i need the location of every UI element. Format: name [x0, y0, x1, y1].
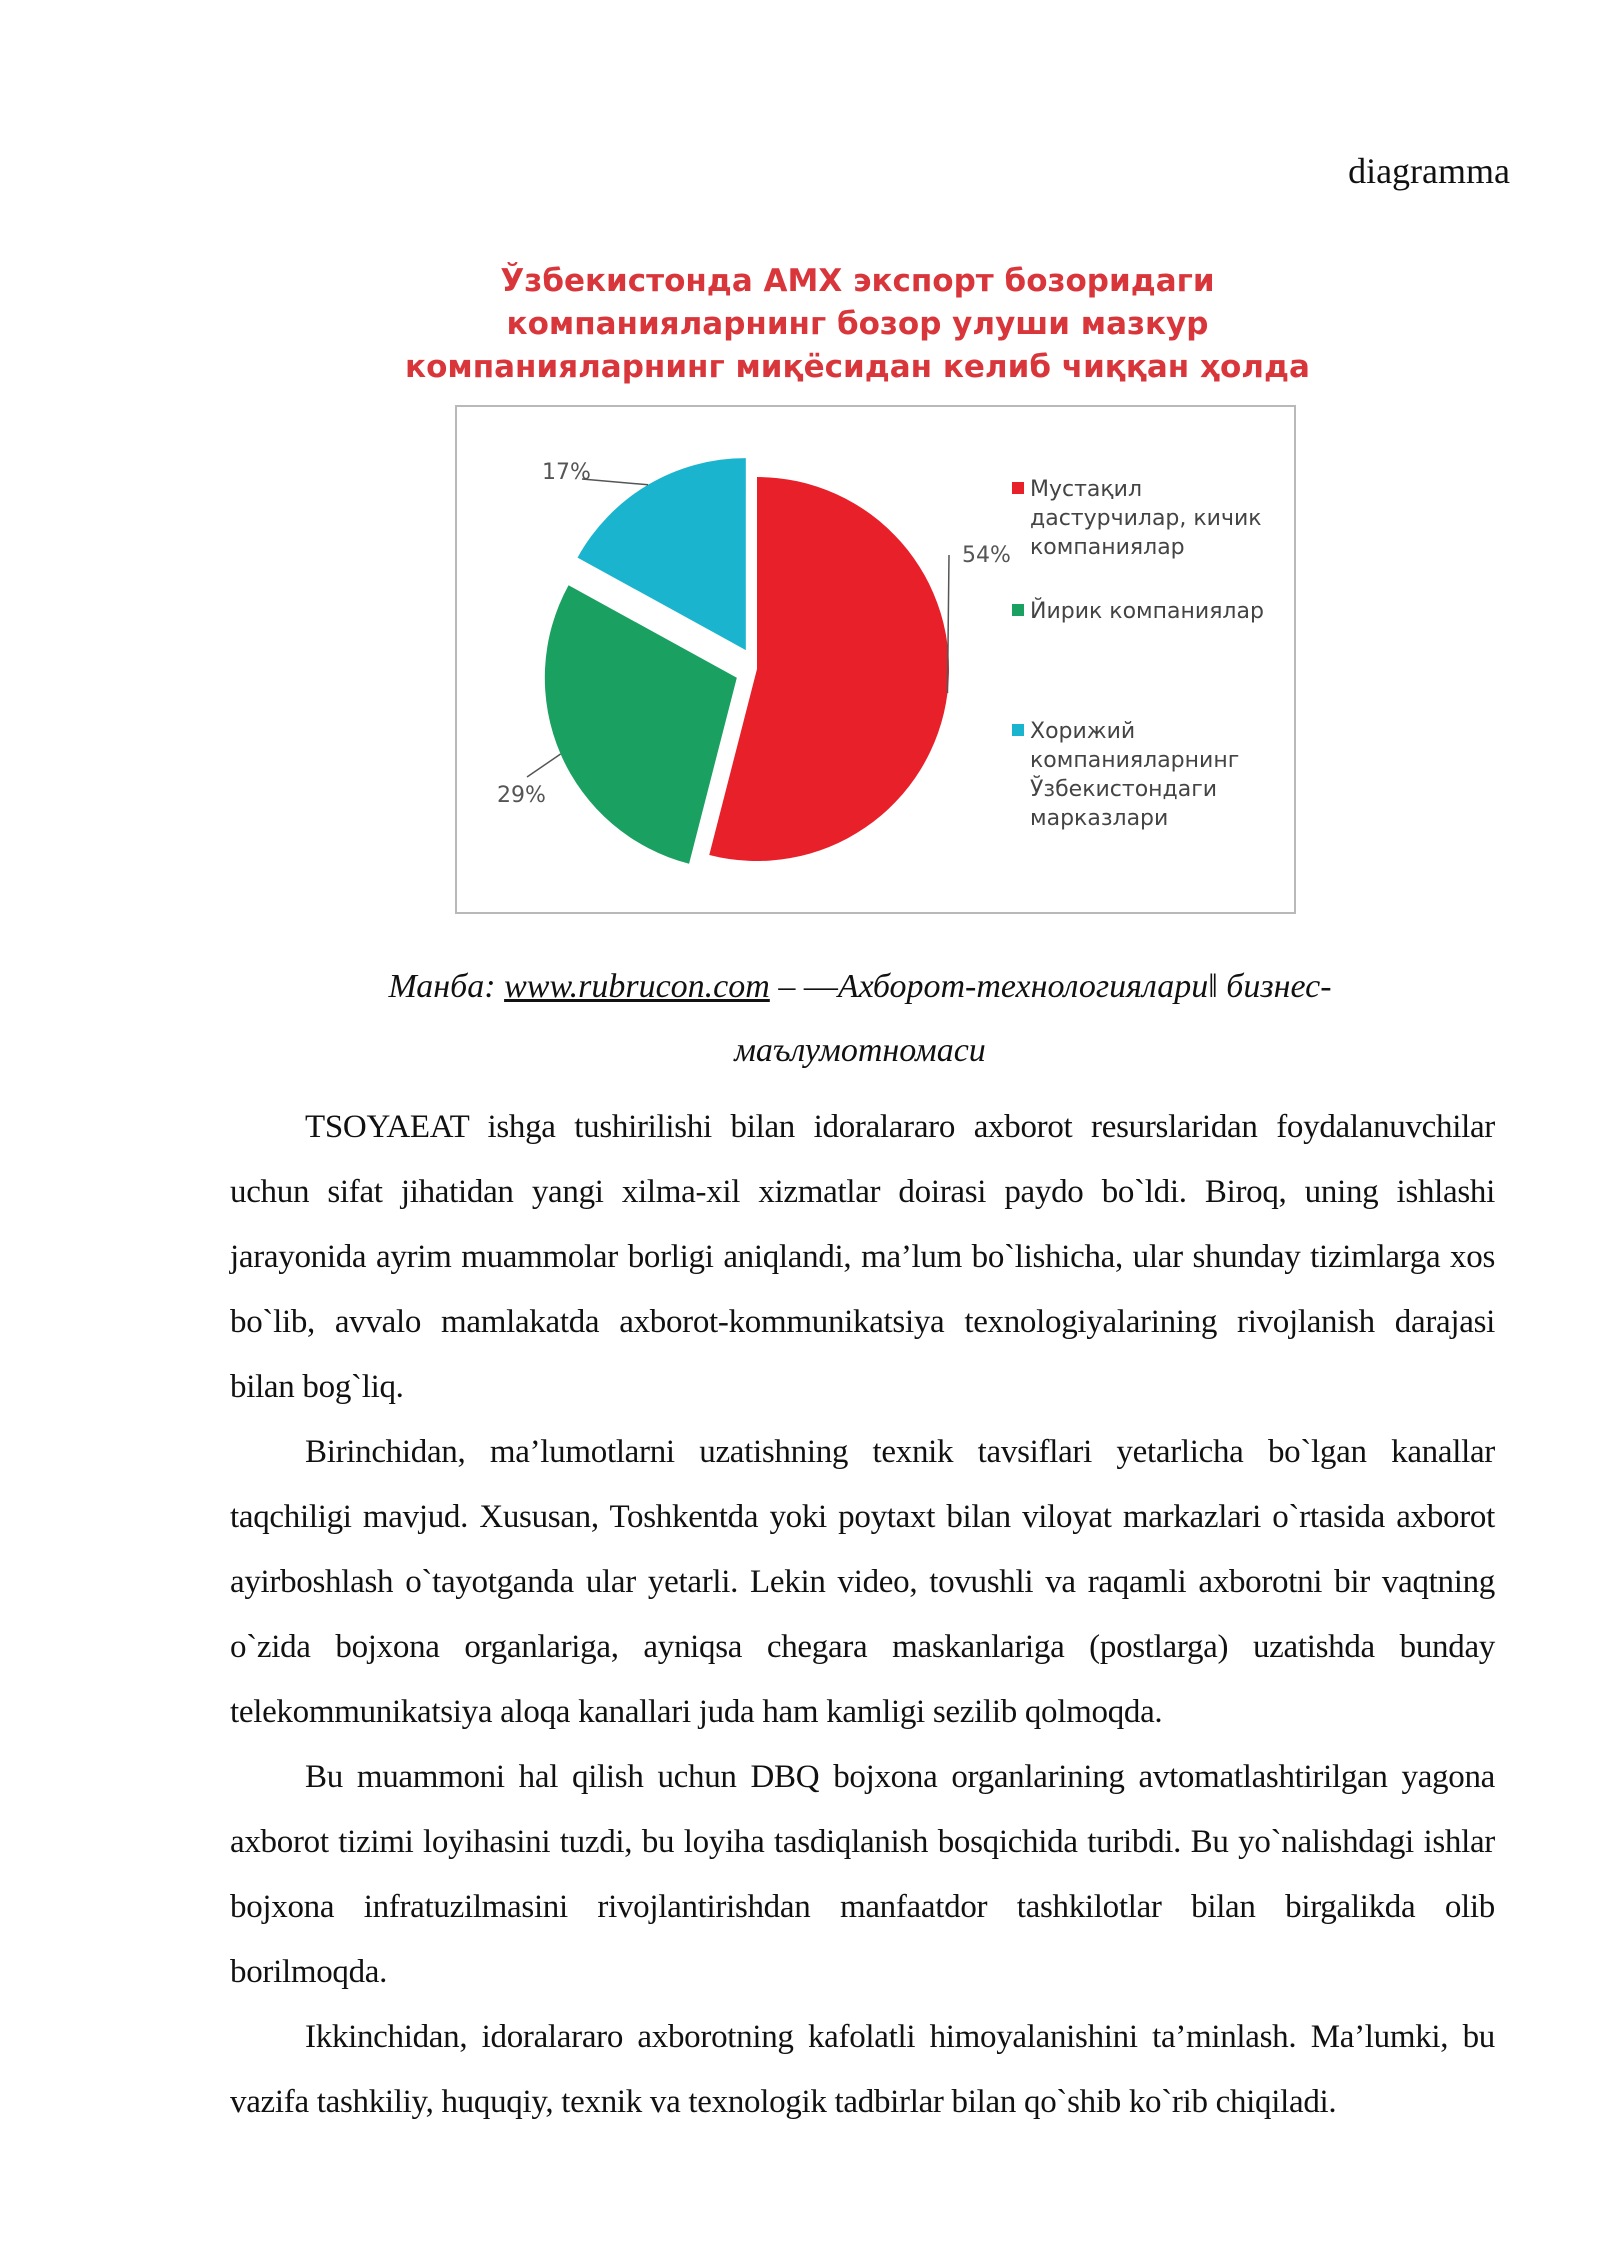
paragraph: Birinchidan, ma’lumotlarni uzatishning texnik tavsiflari yetarlicha bo`lgan kanallar taqchiligi mavjud. Xususan, Toshkentda yoki poytaxt bilan viloyat markazlari o`rtasida axborot ayirboshlash o`tayotganda ular yetarli. Lekin video, tovushli va raqamli axborotni bir vaqtning o`zida bojxona organlariga, ayniqsa chegara maskanlariga (postlarga) uzatishda bunday telekommunikatsiya aloqa kanallari juda ham kamligi sezilib qolmoqda.	[230, 1434, 1495, 1730]
top-word: diagramma	[1348, 151, 1510, 191]
source-link[interactable]: www.rubrucon.com	[504, 968, 770, 1005]
legend-swatch	[1012, 724, 1024, 736]
legend-item	[1012, 475, 1285, 562]
data-label: 54%	[962, 543, 1011, 568]
plot-area	[455, 405, 1296, 914]
caption-prefix: Манба:	[388, 968, 505, 1005]
body-text	[230, 1095, 1495, 2135]
caption-rest: – ―Ахборот-технологиялари‖ бизнес-	[769, 968, 1332, 1005]
legend-label: Йирик компаниялар	[1030, 599, 1264, 624]
data-label: 17%	[542, 460, 591, 485]
leader-line	[527, 754, 561, 777]
figure-caption-line2: маълумотномаси	[734, 1032, 986, 1069]
chart-figure	[375, 220, 1340, 940]
legend-item	[1012, 717, 1285, 833]
chart-title-line: компанияларнинг бозор улуши мазкур	[506, 306, 1209, 342]
legend-label: Мустақил дастурчилар, кичик компаниялар	[1030, 477, 1262, 560]
paragraph: Bu muammoni hal qilish uchun DBQ bojxona organlarining avtomatlashtirilgan yagona axborot tizimi loyihasini tuzdi, bu loyiha tasdiqlanish bosqichida turibdi. Bu yo`nalishdagi ishlar bojxona infratuzilmasini rivojlantirishdan manfaatdor tashkilotlar bilan birgalikda olib borilmoqda.	[230, 1759, 1495, 1990]
chart-title-line: компанияларнинг миқёсидан келиб чиққан ҳолда	[405, 349, 1310, 385]
data-label: 29%	[497, 783, 546, 808]
leader-line	[582, 479, 648, 485]
paragraph: TSOYAEAT ishga tushirilishi bilan idoralararo axborot resurslaridan foydalanuvchilar uchun sifat jihatidan yangi xilma-xil xizmatlar doirasi paydo bo`ldi. Biroq, uning ishlashi jarayonida ayrim muammolar borligi aniqlandi, ma’lum bo`lishicha, ular shunday tizimlarga xos bo`lib, avvalo mamlakatda axborot-kommunikatsiya texnologiyalarining rivojlanish darajasi bilan bog`liq.	[230, 1109, 1495, 1405]
legend-label: Хорижий компанияларнинг Ўзбекистондаги марказлари	[1030, 719, 1240, 831]
paragraph: Ikkinchidan, idoralararo axborotning kafolatli himoyalanishini ta’minlash. Ma’lumki, bu vazifa tashkiliy, huquqiy, texnik va texnologik tadbirlar bilan qo`shib ko`rib chiqiladi.	[230, 2019, 1495, 2120]
legend-swatch	[1012, 604, 1024, 616]
chart-title	[375, 260, 1340, 389]
chart-title-line: Ўзбекистонда АМХ экспорт бозоридаги	[500, 263, 1215, 299]
figure-caption	[160, 968, 1560, 1006]
legend-item	[1012, 597, 1285, 626]
legend-swatch	[1012, 482, 1024, 494]
